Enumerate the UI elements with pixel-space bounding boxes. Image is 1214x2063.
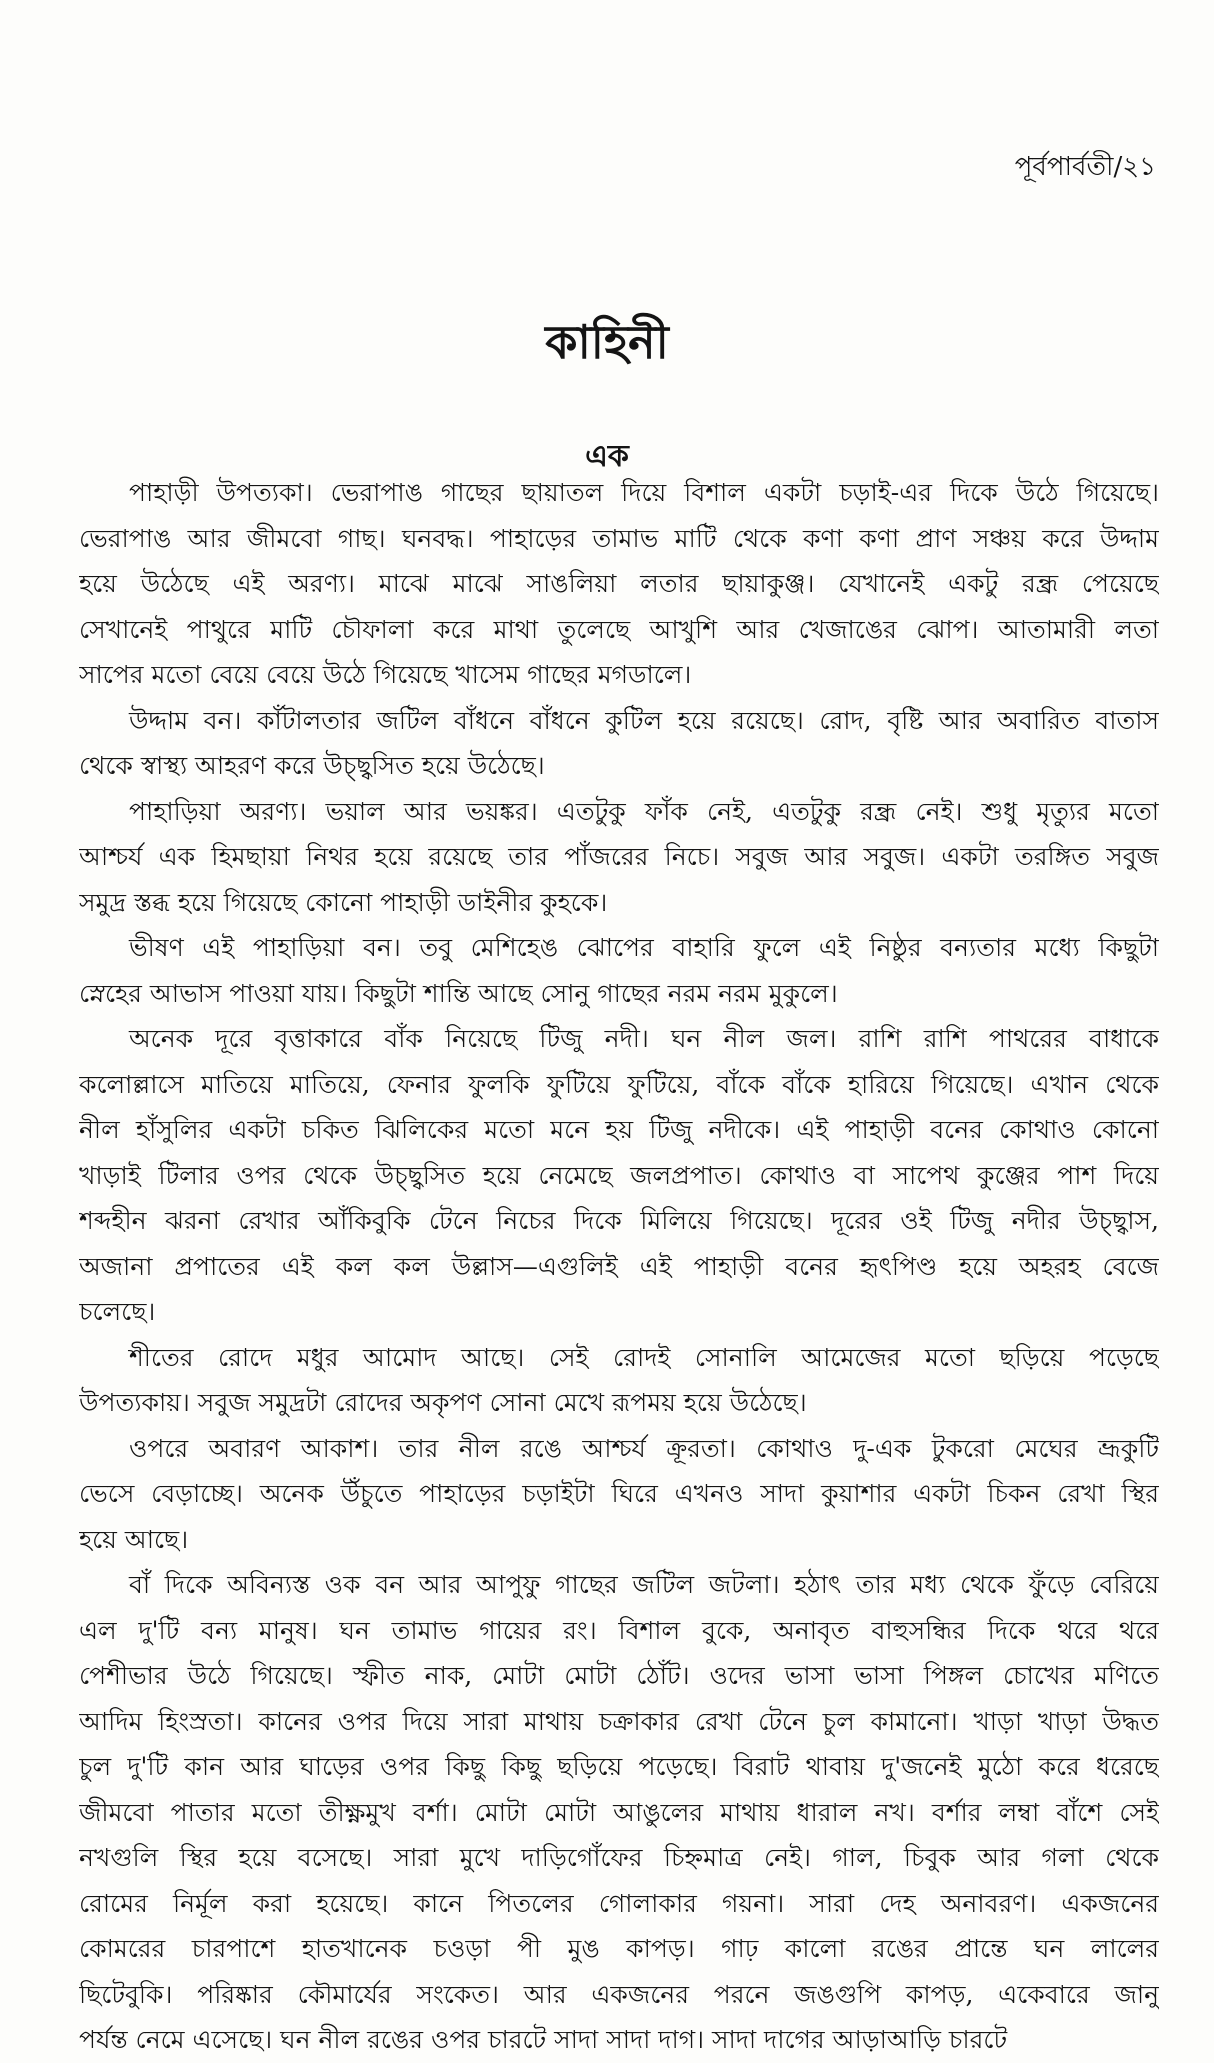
text-line: পেশীভার উঠে গিয়েছে। স্ফীত নাক, মোটা মোটা ঠোঁট। ওদের ভাসা ভাসা পিঙ্গল চোখের মণিতে [79,1661,1159,1690]
text-line: নীল হাঁসুলির একটা চকিত ঝিলিকের মতো মনে হয় টিজু নদীকে। এই পাহাড়ী বনের কোথাও কোনো [79,1115,1159,1144]
text-line: হয়ে উঠেছে এই অরণ্য। মাঝে মাঝে সাঙলিয়া লতার ছায়াকুঞ্জ। যেখানেই একটু রন্ধ্র পেয়েছে [79,569,1159,598]
text-line: থেকে স্বাস্থ্য আহরণ করে উচ্ছ্বসিত হয়ে উঠেছে। [79,751,545,780]
section-heading: এক [585,439,629,474]
body-text [79,470,1159,2063]
text-line: পাহাড়ী উপত্যকা। ভেরাপাঙ গাছের ছায়াতল দিয়ে বিশাল একটা চড়াই-এর দিকে উঠে গিয়েছে। [129,478,1159,507]
text-line: শীতের রোদে মধুর আমোদ আছে। সেই রোদই সোনালি আমেজের মতো ছড়িয়ে পড়েছে [129,1342,1159,1372]
text-line: কোমরের চারপাশে হাতখানেক চওড়া পী মুঙ কাপড়। গাঢ় কালো রঙের প্রান্তে ঘন লালের [79,1934,1159,1963]
text-line: চলেছে। [79,1297,156,1326]
paragraph [79,698,1159,789]
text-line: সেখানেই পাথুরে মাটি চৌফালা করে মাথা তুলেছে আখুশি আর খেজাঙের ঝোপ। আতামারী লতা [79,614,1159,644]
text-line: ছিটেবুকি। পরিষ্কার কৌমার্যের সংকেত। আর একজনের পরনে জঙগুপি কাপড়, একেবারে জানু [79,1979,1159,2009]
paragraph [79,925,1159,1016]
text-line: নখগুলি স্থির হয়ে বসেছে। সারা মুখে দাড়িগোঁফের চিহ্নমাত্র নেই। গাল, চিবুক আর গলা থেকে [79,1843,1159,1872]
text-line: স্নেহের আভাস পাওয়া যায়। কিছুটা শান্তি আছে সোনু গাছের নরম নরম মুকুলে। [79,978,838,1008]
text-line: খাড়াই টিলার ওপর থেকে উচ্ছ্বসিত হয়ে নেমেছে জলপ্রপাত। কোথাও বা সাপেথ কুঞ্জের পাশ দিয়ে [79,1160,1159,1190]
text-line: আশ্চর্য এক হিমছায়া নিথর হয়ে রয়েছে তার পাঁজরের নিচে। সবুজ আর সবুজ। একটা তরঙ্গিত সবুজ [79,842,1159,871]
running-head-page-number: পূর্বপার্বতী/২১ [1014,152,1156,182]
text-line: আদিম হিংস্রতা। কানের ওপর দিয়ে সারা মাথায় চক্রাকার রেখা টেনে চুল কামানো। খাড়া খাড়া উদ্ধত [79,1706,1159,1736]
text-line: পাহাড়িয়া অরণ্য। ভয়াল আর ভয়ঙ্কর। এতটুকু ফাঁক নেই, এতটুকু রন্ধ্র নেই। শুধু মৃত্যুর মতো [129,796,1159,826]
text-line: ভেসে বেড়াচ্ছে। অনেক উঁচুতে পাহাড়ের চড়াইটা ঘিরে এখনও সাদা কুয়াশার একটা চিকন রেখা স্থির [79,1479,1159,1508]
text-line: হয়ে আছে। [79,1524,189,1554]
text-line: পর্যন্ত নেমে এসেছে। ঘন নীল রঙের ওপর চারটে সাদা সাদা দাগ। সাদা দাগের আড়াআড়ি চারটে [79,2025,1008,2054]
text-line: কলোল্লাসে মাতিয়ে মাতিয়ে, ফেনার ফুলকি ফুটিয়ে ফুটিয়ে, বাঁকে বাঁকে হারিয়ে গিয়েছে। এখান থেকে [79,1069,1159,1099]
text-line: ওপরে অবারণ আকাশ। তার নীল রঙে আশ্চর্য ক্রূরতা। কোথাও দু-এক টুকরো মেঘের ভ্রূকুটি [129,1433,1159,1463]
text-line: উপত্যকায়। সবুজ সমুদ্রটা রোদের অকৃপণ সোনা মেখে রূপময় হয়ে উঠেছে। [79,1388,807,1417]
text-line: জীমবো পাতার মতো তীক্ষ্ণমুখ বর্শা। মোটা মোটা আঙুলের মাথায় ধারাল নখ। বর্শার লম্বা বাঁশে সেই [79,1797,1159,1827]
paragraph [79,1016,1159,1335]
text-line: অজানা প্রপাতের এই কল কল উল্লাস—এগুলিই এই পাহাড়ী বনের হৃৎপিণ্ড হয়ে অহরহ বেজে [79,1251,1159,1281]
text-line: শব্দহীন ঝরনা রেখার আঁকিবুকি টেনে নিচের দিকে মিলিয়ে গিয়েছে। দূরের ওই টিজু নদীর উচ্ছ্বাস, [79,1206,1159,1235]
text-line: চুল দু'টি কান আর ঘাড়ের ওপর কিছু কিছু ছড়িয়ে পড়েছে। বিরাট থাবায় দু'জনেই মুঠো করে ধরেছে [79,1752,1159,1781]
text-line: উদ্দাম বন। কাঁটালতার জটিল বাঁধনে বাঁধনে কুটিল হয়ে রয়েছে। রোদ, বৃষ্টি আর অবারিত বাতাস [129,705,1159,735]
text-line: সাপের মতো বেয়ে বেয়ে উঠে গিয়েছে খাসেম গাছের মগডালে। [79,660,692,689]
paragraph [79,1562,1159,2063]
text-line: এল দু'টি বন্য মানুষ। ঘন তামাভ গায়ের রং। বিশাল বুকে, অনাবৃত বাহুসন্ধির দিকে থরে থরে [79,1615,1159,1645]
text-line: সমুদ্র স্তব্ধ হয়ে গিয়েছে কোনো পাহাড়ী ডাইনীর কুহকে। [79,887,608,917]
paragraph [79,1426,1159,1563]
text-line: ভীষণ এই পাহাড়িয়া বন। তবু মেশিহেঙ ঝোপের বাহারি ফুলে এই নিষ্ঠুর বন্যতার মধ্যে কিছুটা [129,933,1159,962]
text-line: অনেক দূরে বৃত্তাকারে বাঁক নিয়েছে টিজু নদী। ঘন নীল জল। রাশি রাশি পাথরের বাধাকে [129,1024,1159,1053]
chapter-title: কাহিনী [545,315,669,369]
paragraph [79,470,1159,698]
paragraph [79,1335,1159,1426]
text-line: ভেরাপাঙ আর জীমবো গাছ। ঘনবদ্ধ। পাহাড়ের তামাভ মাটি থেকে কণা কণা প্রাণ সঞ্চয় করে উদ্দাম [79,523,1159,553]
paragraph [79,789,1159,926]
text-line: বাঁ দিকে অবিন্যস্ত ওক বন আর আপুফু গাছের জটিল জটলা। হঠাৎ তার মধ্য থেকে ফুঁড়ে বেরিয়ে [129,1570,1159,1599]
text-line: রোমের নির্মূল করা হয়েছে। কানে পিতলের গোলাকার গয়না। সারা দেহ অনাবরণ। একজনের [79,1888,1159,1918]
